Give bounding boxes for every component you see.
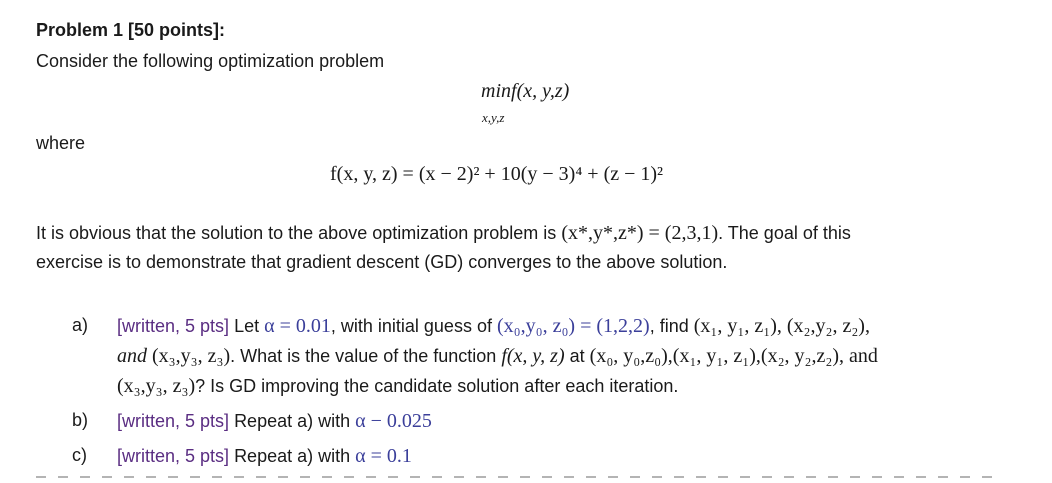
item-b-marker: b) — [72, 410, 89, 430]
function-definition: f(x, y, z) = (x − 2)² + 10(y − 3)⁴ + (z − 1)² — [330, 163, 664, 185]
item-a-eval-points: (x₀, y₀,z₀),(x₁, y₁, z₁),(x₂, y₂,z₂), and — [589, 345, 878, 367]
item-c-alpha: α = 0.1 — [355, 445, 412, 467]
item-a-line-3 — [117, 375, 678, 398]
item-a-at: at — [569, 346, 585, 366]
item-a-text-2: , with initial guess of — [330, 316, 492, 336]
item-b-text: Repeat a) with — [234, 411, 351, 431]
item-b-tag: [written, 5 pts] — [117, 411, 230, 431]
item-a-line-2 — [117, 345, 878, 368]
item-c-line — [117, 445, 412, 468]
cut-off-next-line — [0, 476, 1052, 483]
item-a-point-3b: (x₃,y₃, z₃) — [117, 375, 196, 397]
objective-subscript: x,y,z — [482, 110, 505, 125]
cut-off-ghost-text — [36, 476, 996, 478]
item-a-line-2-text: . What is the value of the function — [230, 346, 497, 366]
item-a-points: (x₁, y₁, z₁), (x₂,y₂, z₂), — [693, 315, 870, 337]
where-label: where — [36, 133, 86, 153]
paragraph-line-1 — [36, 222, 851, 245]
item-b-alpha: α − 0.025 — [355, 410, 432, 432]
para1-text-2: . The goal of this — [718, 223, 851, 243]
item-a-text-3: , find — [649, 316, 689, 336]
objective-func: f — [511, 80, 517, 102]
item-a-initial-guess: (x₀,y₀, z₀) = (1,2,2) — [496, 315, 650, 337]
paragraph-line-2: exercise is to demonstrate that gradient descent (GD) converges to the above solution. — [36, 252, 728, 272]
item-a-function: f(x, y, z) — [501, 345, 565, 367]
objective-expression — [481, 80, 569, 103]
item-a-and: and — [117, 345, 147, 367]
problem-title: Problem 1 [50 points]: — [36, 20, 226, 40]
item-a-line-3-text: ? Is GD improving the candidate solution after each iteration. — [195, 376, 679, 396]
item-c-text: Repeat a) with — [234, 446, 351, 466]
item-a-point-3: (x₃,y₃, z₃) — [152, 345, 231, 367]
objective-args: (x, y,z) — [516, 80, 570, 102]
item-a-marker: a) — [72, 315, 89, 335]
item-a-tag: [written, 5 pts] — [117, 316, 230, 336]
intro-text: Consider the following optimization problem — [36, 51, 385, 71]
item-c-tag: [written, 5 pts] — [117, 446, 230, 466]
para1-text-1: It is obvious that the solution to the above optimization problem is — [36, 223, 557, 243]
item-a-alpha: α = 0.01 — [264, 315, 331, 337]
objective-min: min — [481, 80, 511, 102]
item-b-line — [117, 410, 432, 433]
solution-point: (x*,y*,z*) = (2,3,1) — [561, 222, 719, 244]
item-c-marker: c) — [72, 445, 87, 465]
item-a-line-1 — [117, 315, 870, 338]
item-a-text-1: Let — [234, 316, 260, 336]
